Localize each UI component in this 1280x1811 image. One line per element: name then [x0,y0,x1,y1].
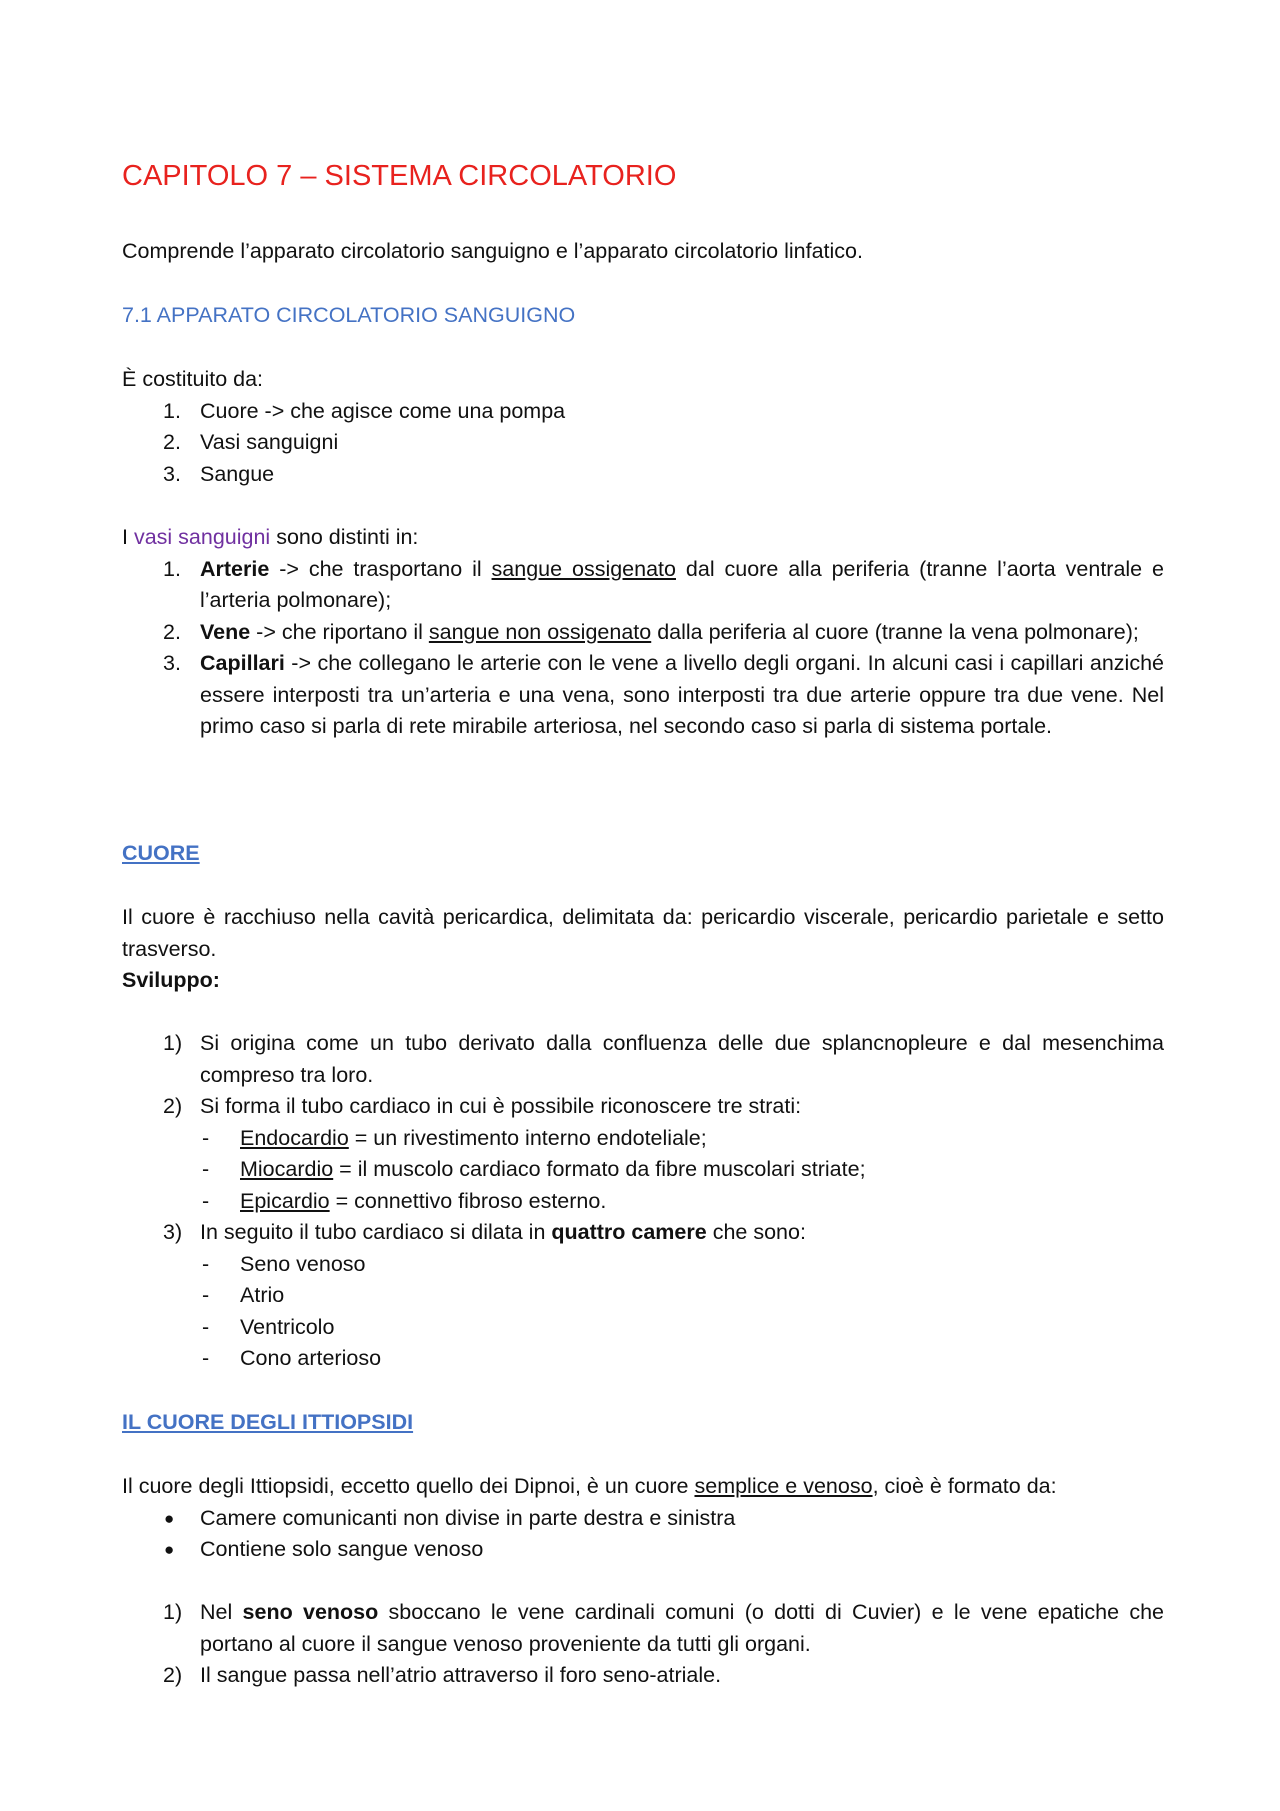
list-item: 3. Sangue [163,461,275,486]
list-item: 3) In seguito il tubo cardiaco si dilata in quattro camere che sono: [163,1220,806,1244]
sviluppo-list [122,1028,1164,1375]
ittiopsidi-steps [122,1597,1164,1692]
list-item: - Ventricolo [202,1314,335,1339]
cuore-paragraph: Il cuore è racchiuso nella cavità pericardica, delimitata da: pericardio viscerale, pericardio parietale e setto trasverso. [122,905,1164,961]
list-item: - Endocardio = un rivestimento interno endoteliale; [202,1125,707,1150]
list-item: 2. Vasi sanguigni [163,430,339,454]
list-item: 1. Cuore -> che agisce come una pompa [163,398,566,423]
list-item: 2. Vene -> che riportano il sangue non ossigenato dalla periferia al cuore (tranne la vena polmonare); [163,619,1139,644]
list-item: 2) Si forma il tubo cardiaco in cui è possibile riconoscere tre strati: [163,1094,802,1118]
intro-paragraph: Comprende l’apparato circolatorio sanguigno e l’apparato circolatorio linfatico. [122,239,863,263]
list-item: 1. Arterie -> che trasportano il sangue ossigenato dal cuore alla periferia (tranne l’aorta ventrale e l’arteria polmonare); [163,556,1165,612]
list-item: - Epicardio = connettivo fibroso esterno. [202,1188,607,1213]
section-heading-cuore: CUORE [122,841,200,865]
sviluppo-label: Sviluppo: [122,968,220,992]
list-item: 2) Il sangue passa nell’atrio attraverso il foro seno-atriale. [163,1663,722,1687]
vessels-block [122,522,1164,743]
section-heading-1: 7.1 APPARATO CIRCOLATORIO SANGUIGNO [122,303,576,327]
list-item: 1) Si origina come un tubo derivato dalla confluenza delle due splancnopleure e dal mesenchima compreso tra loro. [163,1031,1164,1087]
list-item: - Seno venoso [202,1251,366,1276]
list-item: 3. Capillari -> che collegano le arterie con le vene a livello degli organi. In alcuni casi i capillari anziché essere interposti tra un’arteria e una vena, sono interposti tra due arterie oppure tra due vene. Nel primo caso si parla di rete mirabile arteriosa, nel secondo caso si parla di sistema portale. [163,651,1164,738]
bullet-icon: ● [164,1508,175,1528]
section-heading-ittiopsidi: IL CUORE DEGLI ITTIOPSIDI [122,1410,414,1434]
vessels-lead: I vasi sanguigni sono distinti in: [122,525,419,549]
list-item: - Miocardio = il muscolo cardiaco formato da fibre muscolari striate; [202,1157,866,1181]
list-item: ● Camere comunicanti non divise in parte destra e sinistra [122,1503,1164,1535]
list-item: ● Contiene solo sangue venoso [122,1534,1164,1566]
list-item: - Atrio [202,1283,285,1307]
cuore-block [122,902,1164,997]
list-item: - Cono arterioso [202,1346,382,1370]
composition-block [122,364,1164,490]
list-item: 1) Nel seno venoso sboccano le vene cardinali comuni (o dotti di Cuvier) e le vene epatiche che portano al cuore il sangue venoso proveniente da tutti gli organi. [163,1600,1164,1656]
composition-lead: È costituito da: [122,367,264,391]
bullet-icon: ● [164,1540,175,1559]
chapter-title: CAPITOLO 7 – SISTEMA CIRCOLATORIO [122,160,677,192]
ittiopsidi-block [122,1471,1164,1566]
ittiopsidi-lead: Il cuore degli Ittiopsidi, eccetto quello dei Dipnoi, è un cuore semplice e venoso, cioè è formato da: [122,1474,1057,1498]
